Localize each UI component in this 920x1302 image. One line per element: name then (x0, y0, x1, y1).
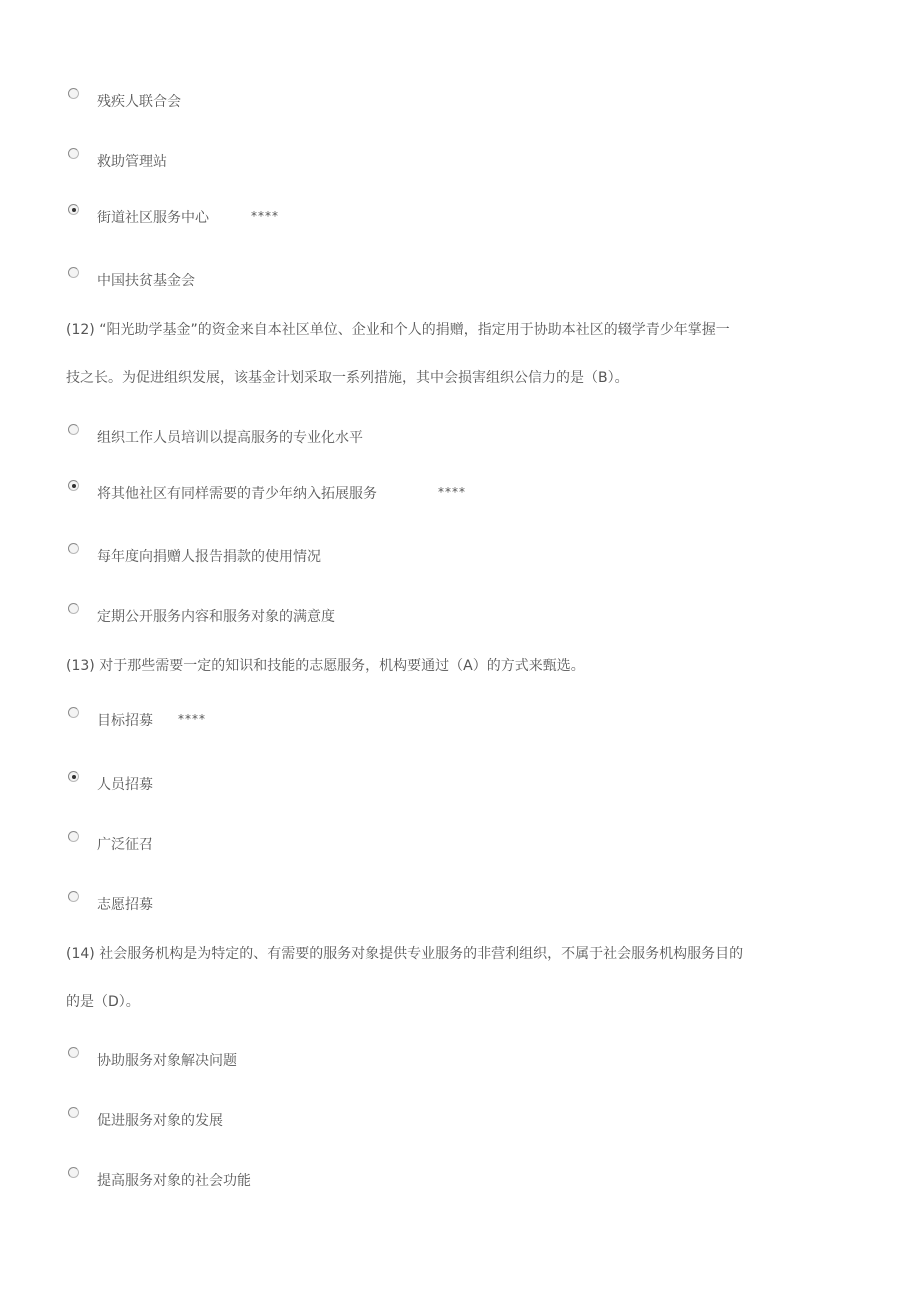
option-label: 定期公开服务内容和服务对象的满意度 (97, 609, 335, 625)
question-text: (12) “阳光助学基金”的资金来自本社区单位、企业和个人的捐赠，指定用于协助本社区的辍学青少年掌握一 (66, 322, 730, 338)
radio-button[interactable] (68, 831, 79, 842)
option-label: 人员招募 (97, 777, 153, 793)
radio-button[interactable] (68, 543, 79, 554)
radio-button[interactable] (68, 603, 79, 614)
answer-mark: **** (178, 712, 206, 726)
question-text: 的是（D）。 (66, 994, 140, 1010)
radio-button[interactable] (68, 1047, 79, 1058)
option-label: 将其他社区有同样需要的青少年纳入拓展服务 (97, 486, 377, 502)
radio-button[interactable] (68, 424, 79, 435)
option-label: 广泛征召 (97, 837, 153, 853)
option-label: 中国扶贫基金会 (97, 273, 195, 289)
radio-button[interactable] (68, 148, 79, 159)
option-label: 街道社区服务中心 (97, 210, 209, 226)
radio-button[interactable] (68, 1107, 79, 1118)
answer-mark: **** (251, 209, 279, 223)
question-text: 技之长。为促进组织发展，该基金计划采取一系列措施，其中会损害组织公信力的是（B）。 (66, 370, 629, 386)
option-label: 志愿招募 (97, 897, 153, 913)
option-label: 救助管理站 (97, 154, 167, 170)
radio-button-selected[interactable] (68, 204, 79, 215)
option-label: 目标招募 (97, 713, 153, 729)
radio-button[interactable] (68, 707, 79, 718)
answer-mark: **** (438, 485, 466, 499)
radio-button[interactable] (68, 891, 79, 902)
question-text: (13) 对于那些需要一定的知识和技能的志愿服务，机构要通过（A）的方式来甄选。 (66, 658, 585, 674)
option-label: 组织工作人员培训以提高服务的专业化水平 (97, 430, 363, 446)
option-label: 提高服务对象的社会功能 (97, 1173, 251, 1189)
radio-button[interactable] (68, 267, 79, 278)
radio-button-selected[interactable] (68, 480, 79, 491)
radio-button[interactable] (68, 88, 79, 99)
radio-button-selected[interactable] (68, 771, 79, 782)
option-label: 促进服务对象的发展 (97, 1113, 223, 1129)
option-label: 残疾人联合会 (97, 94, 181, 110)
question-text: (14) 社会服务机构是为特定的、有需要的服务对象提供专业服务的非营利组织，不属于社会服务机构服务目的 (66, 946, 744, 962)
option-label: 每年度向捐赠人报告捐款的使用情况 (97, 549, 321, 565)
radio-button[interactable] (68, 1167, 79, 1178)
option-label: 协助服务对象解决问题 (97, 1053, 237, 1069)
